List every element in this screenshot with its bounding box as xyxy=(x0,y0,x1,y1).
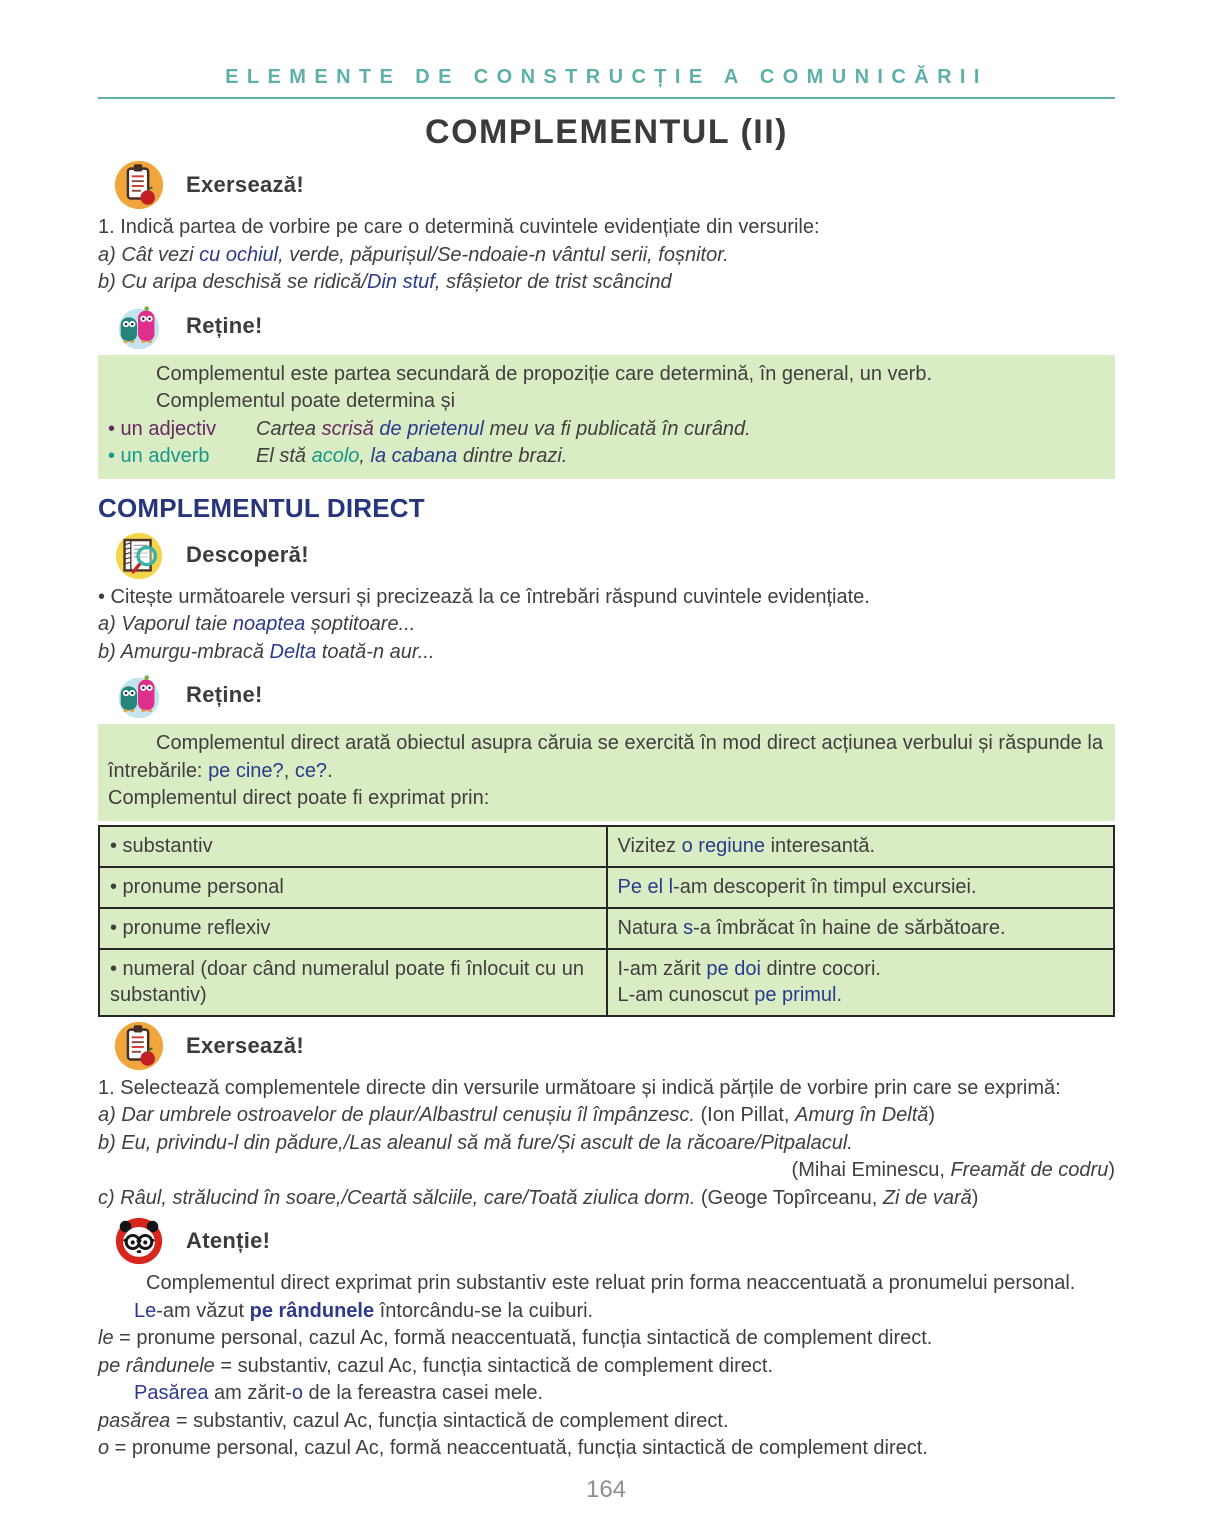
descopera-verse-b: b) Amurgu-mbracă Delta toată-n aur... xyxy=(98,640,435,663)
section-label: Descoperă! xyxy=(186,541,309,567)
atentie-paragraph: Complementul direct exprimat prin substantiv este reluat prin forma neaccentuată a pronumelui personal. xyxy=(146,1272,1076,1294)
section-label: Reține! xyxy=(186,312,263,338)
ex1-verse-a: a) Cât vezi cu ochiul, verde, păpurișul/Se-ndoaie-n vântul serii, foșnitor. xyxy=(98,243,729,266)
chapter-kicker: ELEMENTE DE CONSTRUCȚIE A COMUNICĂRII xyxy=(98,66,1115,99)
cell-type: • pronume personal xyxy=(99,867,607,908)
item-example: Cartea scrisă de prietenul meu va fi publicată în curând. xyxy=(256,417,751,440)
retine2-p1: Complementul direct arată obiectul asupra căruia se exercită în mod direct acțiunea verbului și răspunde la întrebările: pe cine?, ce?. xyxy=(108,732,1103,782)
notebook-magnifier-icon xyxy=(112,528,166,582)
ex2-verse-b-attribution: (Mihai Eminescu, Freamăt de codru) xyxy=(791,1159,1115,1181)
atentie-definition-pe-randunele: pe rândunele = substantiv, cazul Ac, funcția sintactică de complement direct. xyxy=(98,1354,774,1377)
retine1-item-adjectiv xyxy=(108,416,1103,444)
retine1-item-adverb xyxy=(108,443,1103,471)
ex2-verse-b: b) Eu, privindu-l din pădure,/Las aleanul să mă fure/Și ascult de la răcoare/Pitpalacul. xyxy=(98,1131,853,1154)
retine1-p1: Complementul este partea secundară de propoziție care determină, în general, un verb. xyxy=(156,362,933,385)
heading-complementul-direct: COMPLEMENTUL DIRECT xyxy=(98,492,425,523)
atentie-example-2: Pasărea am zărit-o de la fereastra casei mele. xyxy=(134,1382,544,1404)
item-example: El stă acolo, la cabana dintre brazi. xyxy=(256,445,568,467)
cell-example-line2: L-am cunoscut pe primul. xyxy=(617,983,843,1006)
item-label: • un adverb xyxy=(108,445,210,467)
page-number: 164 xyxy=(585,1476,627,1503)
cell-type: • substantiv xyxy=(99,826,607,867)
complement-direct-table xyxy=(98,825,1115,1017)
cell-example xyxy=(607,949,1115,1016)
section-exerseaza-2 xyxy=(112,1019,1115,1073)
cell-type: • pronume reflexiv xyxy=(99,908,607,949)
cell-example: Vizitez o regiune interesantă. xyxy=(607,826,1115,867)
cell-type: • numeral (doar când numeralul poate fi înlocuit cu un substantiv) xyxy=(99,949,607,1016)
cell-example: Pe el l-am descoperit în timpul excursiei. xyxy=(607,867,1115,908)
panda-glasses-icon xyxy=(112,1214,166,1268)
item-label: • un adjectiv xyxy=(108,417,217,440)
page-title: COMPLEMENTUL (II) xyxy=(425,113,788,151)
retine2-box xyxy=(98,724,1115,821)
ex2-intro: 1. Selectează complementele directe din versurile următoare și indică părțile de vorbire prin care se exprimă: xyxy=(98,1076,1061,1099)
descopera-intro: • Citește următoarele versuri și precizează la ce întrebări răspund cuvintele evidențiate. xyxy=(98,585,870,608)
table-row xyxy=(99,867,1114,908)
cell-example: Natura s-a îmbrăcat în haine de sărbătoare. xyxy=(607,908,1115,949)
two-owls-icon xyxy=(112,668,166,722)
section-atentie xyxy=(112,1214,1115,1268)
section-label: Exersează! xyxy=(186,1032,304,1058)
table-row xyxy=(99,949,1114,1016)
section-descopera xyxy=(112,528,1115,582)
cell-example-line1: I-am zărit pe doi dintre cocori. xyxy=(617,957,881,980)
atentie-example-1: Le-am văzut pe rândunele întorcându-se la cuiburi. xyxy=(134,1299,594,1322)
descopera-verse-a: a) Vaporul taie noaptea șoptitoare... xyxy=(98,613,416,635)
atentie-definition-pasarea: pasărea = substantiv, cazul Ac, funcția sintactică de complement direct. xyxy=(98,1409,729,1432)
section-retine-2 xyxy=(112,668,1115,722)
clipboard-apple-icon xyxy=(112,1019,166,1073)
ex2-verse-a: a) Dar umbrele ostroavelor de plaur/Albastrul cenușiu îl împânzesc. (Ion Pillat, Amurg în Deltă) xyxy=(98,1104,936,1126)
table-row xyxy=(99,908,1114,949)
table-row xyxy=(99,826,1114,867)
retine1-p2: Complementul poate determina și xyxy=(156,390,456,412)
section-retine-1 xyxy=(112,299,1115,353)
ex2-verse-c: c) Râul, strălucind în soare,/Ceartă sălciile, care/Toată ziulica dorm. (Geoge Topîrceanu, Zi de vară) xyxy=(98,1186,979,1209)
ex1-intro: 1. Indică partea de vorbire pe care o determină cuvintele evidențiate din versurile: xyxy=(98,216,820,238)
atentie-definition-o: o = pronume personal, cazul Ac, formă neaccentuată, funcția sintactică de complement direct. xyxy=(98,1437,928,1459)
atentie-definition-le: le = pronume personal, cazul Ac, formă neaccentuată, funcția sintactică de complement direct. xyxy=(98,1327,933,1349)
two-owls-icon xyxy=(112,299,166,353)
section-exerseaza-1 xyxy=(112,158,1115,212)
retine1-box xyxy=(98,355,1115,479)
retine2-p2: Complementul direct poate fi exprimat prin: xyxy=(108,787,490,809)
section-label: Exersează! xyxy=(186,172,304,197)
section-label: Reține! xyxy=(186,682,263,707)
section-label: Atenție! xyxy=(186,1228,271,1253)
clipboard-apple-icon xyxy=(112,158,166,212)
ex1-verse-b: b) Cu aripa deschisă se ridică/Din stuf, sfâșietor de trist scâncind xyxy=(98,271,672,293)
